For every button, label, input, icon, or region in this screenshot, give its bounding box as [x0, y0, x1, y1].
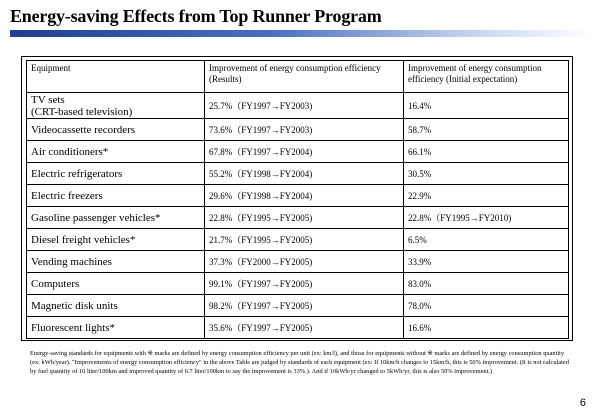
- equipment-name: Videocassette recorders: [31, 123, 136, 136]
- table-row: [27, 229, 569, 251]
- equipment-name: TV sets: [31, 93, 65, 106]
- result-cell: 67.8%（FY1997→FY2004): [205, 141, 404, 163]
- expectation-cell: 6.5%: [404, 229, 569, 251]
- equipment-cell: [27, 141, 205, 163]
- equipment-name: Electric refrigerators: [31, 167, 123, 180]
- equipment-name: Magnetic disk units: [31, 299, 118, 312]
- table-row: [27, 93, 569, 119]
- result-cell: 25.7%（FY1997→FY2003): [205, 93, 404, 119]
- page-title: Energy-saving Effects from Top Runner Program: [10, 6, 382, 26]
- table-row: [27, 163, 569, 185]
- equipment-cell: [27, 229, 205, 251]
- result-cell: 21.7%（FY1995→FY2005): [205, 229, 404, 251]
- expectation-cell: 58.7%: [404, 119, 569, 141]
- equipment-cell: [27, 273, 205, 295]
- header-results: Improvement of energy consumption efficiency (Results): [205, 61, 404, 93]
- footnote-text: Energy-saving standards for equipments with ※ marks are defined by energy consumption efficiency per unit (ex: km/l), and those for equipments without ※ marks are defined by energy consumption quantity (ex: kWh/year). "Improvements of energy consumption efficiency" in the above Table are judged by standards of each equipment (ex: If 10km/h changes to 15km/h, this is 50% improvement. (It is not calculated by fuel quantity of 10 liter/100km and improved quantity of 6.7 liter/100km to say the improvement is 33%.). And if 10kWh/yr changed to 5kWh/yr, this is also 50% improvement.): [30, 350, 569, 375]
- table-row: [27, 185, 569, 207]
- equipment-cell: [27, 93, 205, 119]
- expectation-cell: 66.1%: [404, 141, 569, 163]
- efficiency-table: [26, 60, 569, 339]
- equipment-name: Computers: [31, 277, 80, 290]
- equipment-name: Gasoline passenger vehicles*: [31, 211, 161, 224]
- expectation-cell: 22.9%: [404, 185, 569, 207]
- equipment-name: Electric freezers: [31, 189, 103, 202]
- header-expectation: Improvement of energy consumption efficiency (Initial expectation): [404, 61, 569, 93]
- result-cell: 35.6%（FY1997→FY2005): [205, 317, 404, 339]
- equipment-name: Diesel freight vehicles*: [31, 233, 136, 246]
- result-cell: 55.2%（FY1998→FY2004): [205, 163, 404, 185]
- equipment-cell: [27, 251, 205, 273]
- expectation-cell: 16.4%: [404, 93, 569, 119]
- expectation-cell: 16.6%: [404, 317, 569, 339]
- expectation-cell: 33.9%: [404, 251, 569, 273]
- result-cell: 73.6%（FY1997→FY2003): [205, 119, 404, 141]
- expectation-cell: 30.5%: [404, 163, 569, 185]
- equipment-cell: [27, 185, 205, 207]
- equipment-cell: [27, 207, 205, 229]
- expectation-cell: 22.8%（FY1995→FY2010): [404, 207, 569, 229]
- table-row: [27, 295, 569, 317]
- equipment-cell: [27, 295, 205, 317]
- equipment-name: Fluorescent lights*: [31, 321, 116, 334]
- equipment-cell: [27, 119, 205, 141]
- table-row: [27, 251, 569, 273]
- page-number: 6: [579, 397, 586, 409]
- table-row: [27, 119, 569, 141]
- table-row: [27, 207, 569, 229]
- result-cell: 37.3%（FY2000→FY2005): [205, 251, 404, 273]
- footnote: [30, 349, 575, 376]
- result-cell: 99.1%（FY1997→FY2005): [205, 273, 404, 295]
- equipment-cell: [27, 163, 205, 185]
- equipment-name: Air conditioners*: [31, 145, 109, 158]
- expectation-cell: 83.0%: [404, 273, 569, 295]
- table-row: [27, 273, 569, 295]
- header-equipment: Equipment: [27, 61, 205, 93]
- result-cell: 29.6%（FY1998→FY2004): [205, 185, 404, 207]
- table-header-row: [27, 61, 569, 93]
- result-cell: 22.8%（FY1995→FY2005): [205, 207, 404, 229]
- title-underline-bar: [10, 30, 592, 37]
- expectation-cell: 78.0%: [404, 295, 569, 317]
- equipment-cell: [27, 317, 205, 339]
- table-row: [27, 141, 569, 163]
- equipment-subtitle: (CRT-based television): [31, 105, 133, 118]
- result-cell: 98.2%（FY1997→FY2005): [205, 295, 404, 317]
- equipment-name: Vending machines: [31, 255, 112, 268]
- table-row: [27, 317, 569, 339]
